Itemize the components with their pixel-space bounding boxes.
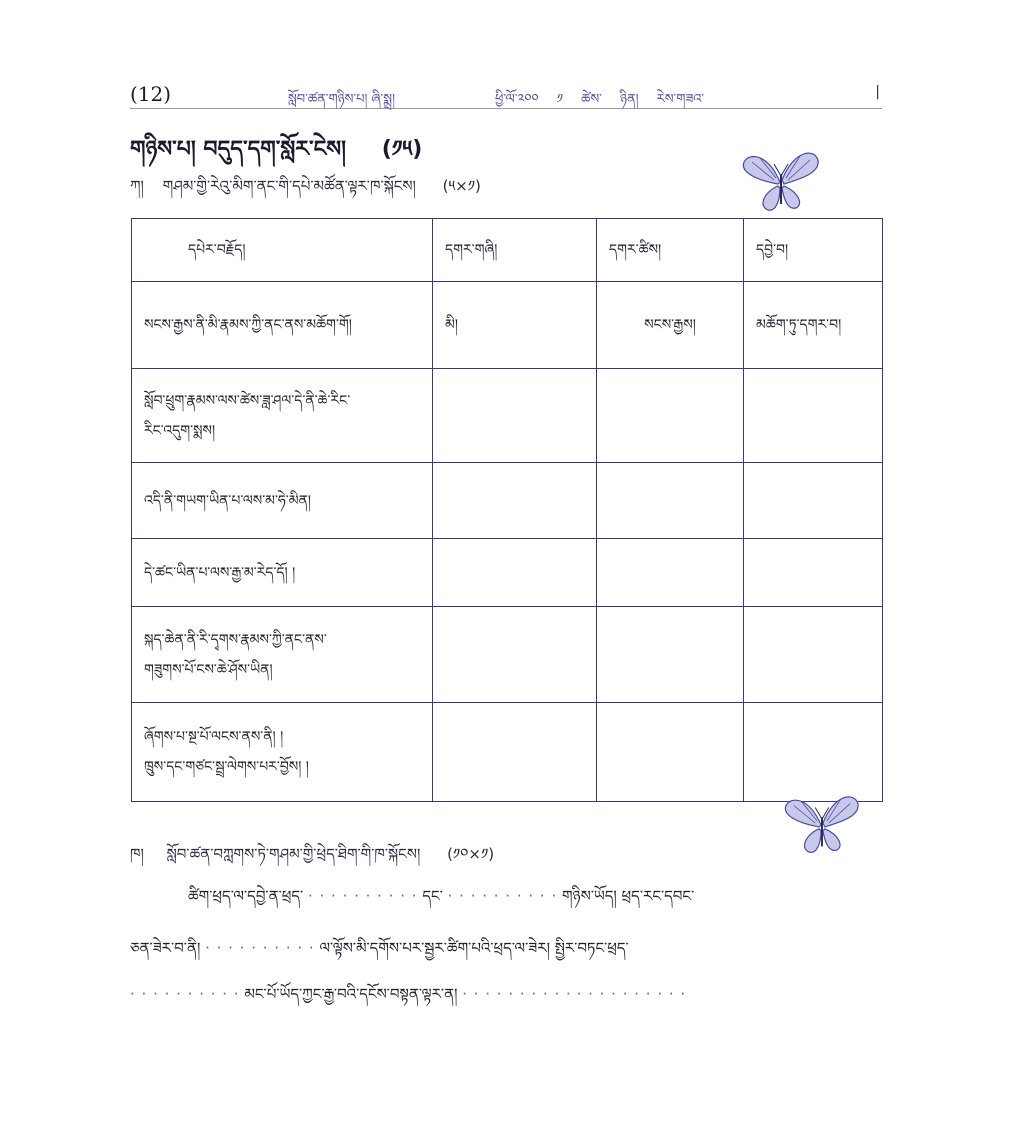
question-1: [130, 170, 481, 212]
fill-text: ཚིག་ཕྲད་ལ་དབྱེ་ན་ཕྲད་: [188, 887, 304, 905]
butterfly-icon: [738, 144, 822, 216]
example-cell: སངས་རྒྱས་ནི་མི་རྣམས་ཀྱི་ནང་ནས་མཆོག་གོ།: [132, 282, 433, 369]
fill-text: ཅན་ཟེར་བ་ནི།: [130, 939, 201, 957]
blank-dots: · · · · · · · · · ·: [307, 887, 418, 905]
answer-cell: [597, 369, 744, 463]
table-row: [132, 703, 883, 802]
table-row: [132, 463, 883, 539]
col-header-compared: དགར་ཚིས།: [597, 219, 744, 282]
question-2-score: (༡༠×༡): [447, 845, 495, 863]
answer-cell: [744, 463, 883, 539]
answer-cell: [433, 703, 597, 802]
answer-cell: [433, 463, 597, 539]
table-row: [132, 282, 883, 369]
answer-cell: [597, 463, 744, 539]
answer-cell: [744, 369, 883, 463]
table-row: [132, 607, 883, 703]
answer-cell: [597, 703, 744, 802]
example-cell: འདི་ནི་གཡག་ཡིན་པ་ལས་མ་ཧེ་མིན།: [132, 463, 433, 539]
example-cell: དེ་ཚང་ཡིན་པ་ལས་རྒྱ་མ་རེད་དོ། །: [132, 539, 433, 607]
butterfly-icon: [780, 788, 862, 858]
fill-line: [130, 880, 940, 922]
answer-cell: [744, 607, 883, 703]
header-mark: |: [875, 84, 880, 100]
answer-cell: [433, 607, 597, 703]
section-title-text: གཉིས་པ། བདུད་དག་སློར་ངེས།: [130, 137, 347, 162]
table-header-row: [132, 219, 883, 282]
answer-cell: མཆོག་ཏུ་དགར་བ།: [744, 282, 883, 369]
blank-dots: · · · · · · · · · ·: [462, 985, 572, 1003]
fill-text: གཉིས་ཡོད། ཕྲད་རང་དབང་: [562, 887, 695, 905]
example-cell: སྐད་ཆེན་ནི་རི་དྭགས་རྣམས་ཀྱི་ནང་ནས་ གཟུགས་པོ་ངས་ཆེ་ཤོས་ཡིན།: [132, 607, 433, 703]
blank-dots: · · · · · · · · · ·: [447, 887, 558, 905]
date-line: ཕྱི་ལོ་༢༠༠ ༡ ཚེས་ ཉིན། རེས་གཟའ་: [495, 92, 705, 107]
fill-text: ལ་ལྟོས་མི་དགོས་པར་སྦྱར་ཚིག་པའི་ཕྲད་ལ་ཟེར། སྤྱིར་བཏང་ཕྲད་: [319, 939, 629, 957]
fill-text: མང་པོ་ཡོད་ཀྱང་རྒྱ་བའི་དངོས་བསྟན་ལྟར་ན།: [244, 985, 458, 1003]
question-1-score: (༥×༡): [442, 177, 481, 195]
table-row: [132, 369, 883, 463]
table-row: [132, 539, 883, 607]
question-1-label: ཀ།: [130, 177, 144, 195]
blank-dots: · · · · · · · · · ·: [130, 985, 240, 1003]
answer-cell: [744, 703, 883, 802]
book-title: སློབ་ཚན་གཉིས་པ། ཞི་སྨྲ།: [288, 92, 395, 107]
page-number: (12): [130, 82, 172, 106]
fill-line: [130, 932, 882, 974]
fill-text: དང་: [422, 887, 443, 905]
col-header-type: དབྱེ་བ།: [744, 219, 883, 282]
page-header: [130, 82, 882, 109]
question-2-label: ཁ།: [130, 845, 144, 863]
col-header-basis: དགར་གཞི།: [433, 219, 597, 282]
exercise-table: [131, 218, 883, 802]
answer-cell: [597, 539, 744, 607]
question-1-text: གཤམ་གྱི་རེའུ་མིག་ནང་གི་དཔེ་མཚོན་ལྟར་ཁ་སྐོངས།: [162, 177, 416, 195]
answer-cell: [433, 539, 597, 607]
col-header-example: དཔེར་བརྗོད།: [132, 219, 433, 282]
section-score: (༡༥): [381, 137, 423, 162]
answer-cell: [744, 539, 883, 607]
answer-cell: མི།: [433, 282, 597, 369]
blank-dots: · · · · · · · · · ·: [576, 985, 687, 1003]
answer-cell: [597, 607, 744, 703]
example-cell: སློབ་ཕྲུག་རྣམས་ལས་ཚེས་ཟླ་ཤལ་དེ་ནི་ཆེ་རིང་ རིང་འདུག་སྨས།: [132, 369, 433, 463]
fill-line: [130, 978, 882, 1020]
answer-cell: [433, 369, 597, 463]
answer-cell: སངས་རྒྱས།: [597, 282, 744, 369]
blank-dots: · · · · · · · · · ·: [205, 939, 315, 957]
question-2: [130, 838, 494, 880]
question-2-text: སློབ་ཚན་བཀླགས་ཏེ་གཤམ་གྱི་ཕྲེད་ཐིག་གི་ཁ་སྐོངས།: [166, 845, 421, 863]
example-cell: ཞོགས་པ་སྔ་པོ་ལངས་ནས་ནི། ། ཁྲུས་དང་གཙང་སྦྲ་ལེགས་པར་བྱོས། །: [132, 703, 433, 802]
